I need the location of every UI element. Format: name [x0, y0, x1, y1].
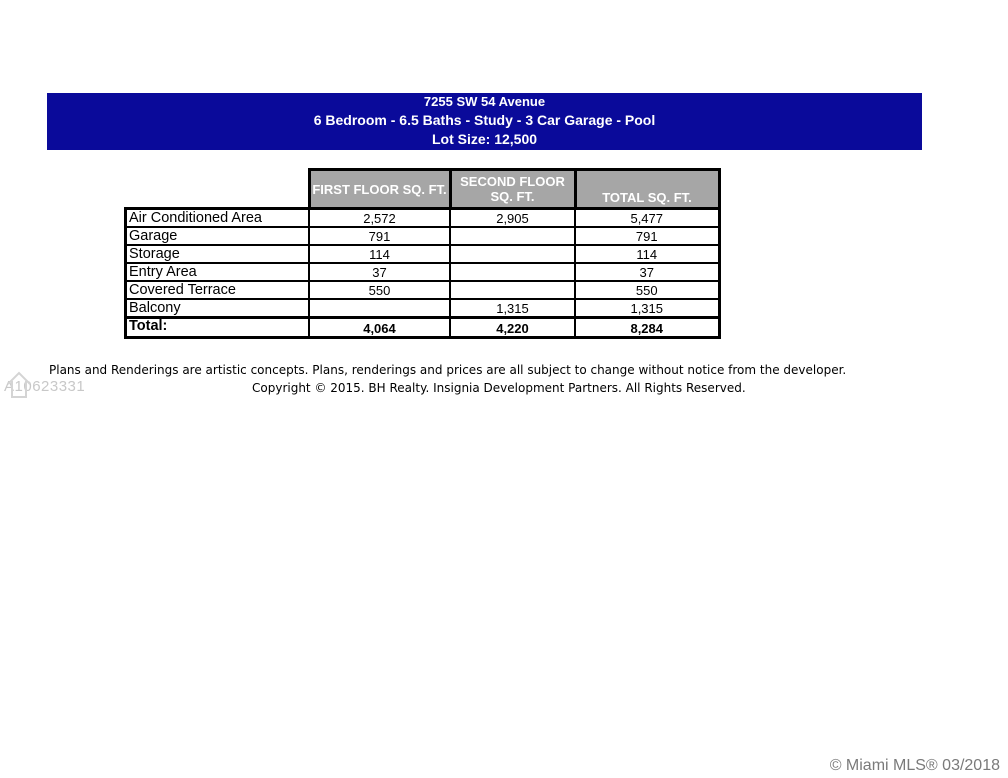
total-value: 1,315 — [575, 299, 719, 318]
totals-label: Total: — [126, 318, 310, 338]
second-floor-value — [450, 227, 575, 245]
first-floor-value: 791 — [309, 227, 450, 245]
totals-row — [126, 318, 720, 338]
disclaimer-text: Plans and Renderings are artistic concepts. Plans, renderings and prices are all subject to change without notice from the developer. — [49, 363, 847, 377]
second-floor-total: 4,220 — [450, 318, 575, 338]
total-value: 550 — [575, 281, 719, 299]
first-floor-value: 114 — [309, 245, 450, 263]
property-address: 7255 SW 54 Avenue — [423, 94, 546, 109]
house-icon — [6, 370, 32, 400]
total-value: 5,477 — [575, 209, 719, 228]
table-row — [126, 209, 720, 228]
row-label: Garage — [126, 227, 310, 245]
lot-size: Lot Size: 12,500 — [431, 131, 538, 147]
property-features: 6 Bedroom - 6.5 Baths - Study - 3 Car Garage - Pool — [313, 112, 656, 128]
column-header-second-floor: SECOND FLOOR SQ. FT. — [450, 170, 575, 209]
square-footage-table — [124, 168, 721, 339]
table-row — [126, 299, 720, 318]
second-floor-value — [450, 281, 575, 299]
first-floor-value: 37 — [309, 263, 450, 281]
table-header-row — [126, 170, 720, 209]
first-floor-value — [309, 299, 450, 318]
header-spacer — [126, 170, 310, 209]
row-label: Entry Area — [126, 263, 310, 281]
listing-id: A10623331 — [4, 378, 86, 395]
table-row — [126, 245, 720, 263]
column-header-first-floor: FIRST FLOOR SQ. FT. — [309, 170, 450, 209]
grand-total: 8,284 — [575, 318, 719, 338]
first-floor-total: 4,064 — [309, 318, 450, 338]
table-row — [126, 263, 720, 281]
listing-id-watermark — [4, 378, 85, 395]
mls-copyright-watermark: © Miami MLS® 03/2018 — [829, 757, 1000, 774]
property-banner — [47, 93, 922, 150]
total-value: 791 — [575, 227, 719, 245]
second-floor-value: 1,315 — [450, 299, 575, 318]
copyright-text: Copyright © 2015. BH Realty. Insignia Development Partners. All Rights Reserved. — [252, 381, 746, 395]
first-floor-value: 2,572 — [309, 209, 450, 228]
total-value: 114 — [575, 245, 719, 263]
column-header-total: TOTAL SQ. FT. — [575, 170, 719, 209]
row-label: Storage — [126, 245, 310, 263]
total-value: 37 — [575, 263, 719, 281]
second-floor-value — [450, 263, 575, 281]
row-label: Air Conditioned Area — [126, 209, 310, 228]
row-label: Covered Terrace — [126, 281, 310, 299]
second-floor-value: 2,905 — [450, 209, 575, 228]
table-row — [126, 227, 720, 245]
row-label: Balcony — [126, 299, 310, 318]
second-floor-value — [450, 245, 575, 263]
first-floor-value: 550 — [309, 281, 450, 299]
table-row — [126, 281, 720, 299]
